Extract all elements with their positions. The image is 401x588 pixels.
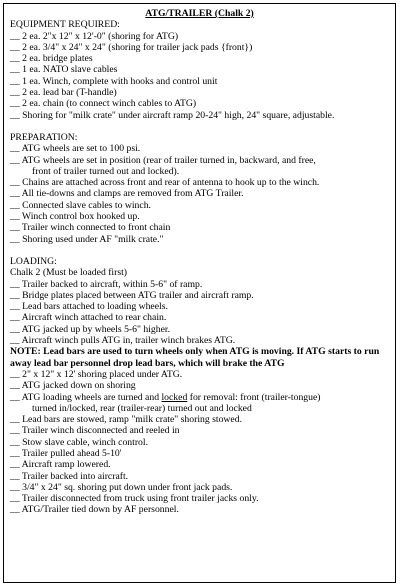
preparation-item: __ All tie-downs and clamps are removed from ATG Trailer.: [10, 188, 244, 200]
loading-item: __ Trailer backed to aircraft, within 5-6" of ramp.: [10, 278, 203, 290]
preparation-item-continuation: front of trailer turned out and locked).: [32, 165, 180, 177]
section-gap: [10, 245, 389, 256]
unloading-item: __ Aircraft ramp lowered.: [10, 459, 111, 471]
unloading-item: __ 3/4" x 24" sq. shoring put down under front jack pads.: [10, 481, 233, 493]
unloading-item-text: __ ATG loading wheels are turned and: [10, 391, 162, 403]
unloading-item-continuation: turned in/locked, rear (trailer-rear) turned out and locked: [32, 402, 252, 414]
checklist-page: [3, 3, 396, 583]
page-title: ATG/TRAILER (Chalk 2): [145, 8, 254, 19]
unloading-item: __ Trailer winch disconnected and reeled in: [10, 425, 180, 437]
equipment-item: __ 2 ea. lead bar (T-handle): [10, 87, 117, 99]
preparation-item: __ Trailer winch connected to front chain: [10, 222, 171, 234]
preparation-heading: PREPARATION:: [10, 131, 78, 143]
equipment-item: __ 1 ea. Winch, complete with hooks and control unit: [10, 75, 218, 87]
preparation-item: __ Winch control box hooked up.: [10, 211, 140, 223]
loading-subheading: Chalk 2 (Must be loaded first): [10, 267, 128, 279]
preparation-item: __ Connected slave cables to winch.: [10, 199, 151, 211]
unloading-item: __ Trailer pulled ahead 5-10': [10, 447, 122, 459]
equipment-item: __ 2 ea. bridge plates: [10, 53, 93, 65]
unloading-item: __ ATG/Trailer tied down by AF personnel.: [10, 504, 179, 516]
equipment-heading: EQUIPMENT REQUIRED:: [10, 19, 120, 31]
equipment-item: __ 1 ea. NATO slave cables: [10, 64, 118, 76]
unloading-item: __ Trailer backed into aircraft.: [10, 470, 129, 482]
loading-item: __ Aircraft winch attached to rear chain.: [10, 312, 167, 324]
unloading-item: __ Stow slave cable, winch control.: [10, 436, 149, 448]
loading-heading: LOADING:: [10, 255, 57, 267]
loading-item: __ Bridge plates placed between ATG trailer and aircraft ramp.: [10, 289, 254, 301]
preparation-item: __ ATG wheels are set to 100 psi.: [10, 143, 141, 155]
unloading-item: [10, 392, 389, 403]
equipment-item: __ 2 ea. 3/4" x 24" x 24" (shoring for trailer jack pads {front}): [10, 41, 253, 53]
unloading-item: __ Trailer disconnected from truck using front trailer jacks only.: [10, 493, 259, 505]
section-gap: [10, 121, 389, 132]
preparation-item: __ Shoring used under AF "milk crate.": [10, 233, 164, 245]
loading-item: __ Lead bars attached to loading wheels.: [10, 301, 168, 313]
unloading-item: __ 2" x 12" x 12' shoring placed under ATG.: [10, 368, 183, 380]
unloading-item: __ Lead bars are stowed, ramp "milk crate" shoring stowed.: [10, 414, 242, 426]
equipment-item: __ Shoring for "milk crate" under aircraft ramp 20-24" high, 24" square, adjustable.: [10, 109, 335, 121]
loading-item: __ Aircraft winch pulls ATG in, trailer winch brakes ATG.: [10, 335, 236, 347]
equipment-item: __ 2 ea. chain (to connect winch cables to ATG): [10, 98, 197, 110]
loading-note: NOTE: Lead bars are used to turn wheels only when ATG is moving. If ATG starts to run away lead bar personnel drop lead bars, which will brake the ATG: [10, 346, 380, 369]
equipment-item: __ 2 ea. 2"x 12" x 12'-0" (shoring for ATG): [10, 30, 179, 42]
preparation-item: __ Chains are attached across front and rear of antenna to hook up to the winch.: [10, 177, 320, 189]
unloading-item-text: for removal: front (trailer-tongue): [187, 391, 321, 403]
loading-item: __ ATG jacked up by wheels 5-6" higher.: [10, 323, 170, 335]
preparation-item: __ ATG wheels are set in position (rear of trailer turned in, backward, and free,: [10, 154, 316, 166]
locked-emphasis: locked: [161, 391, 188, 403]
unloading-item: __ ATG jacked down on shoring: [10, 380, 136, 392]
